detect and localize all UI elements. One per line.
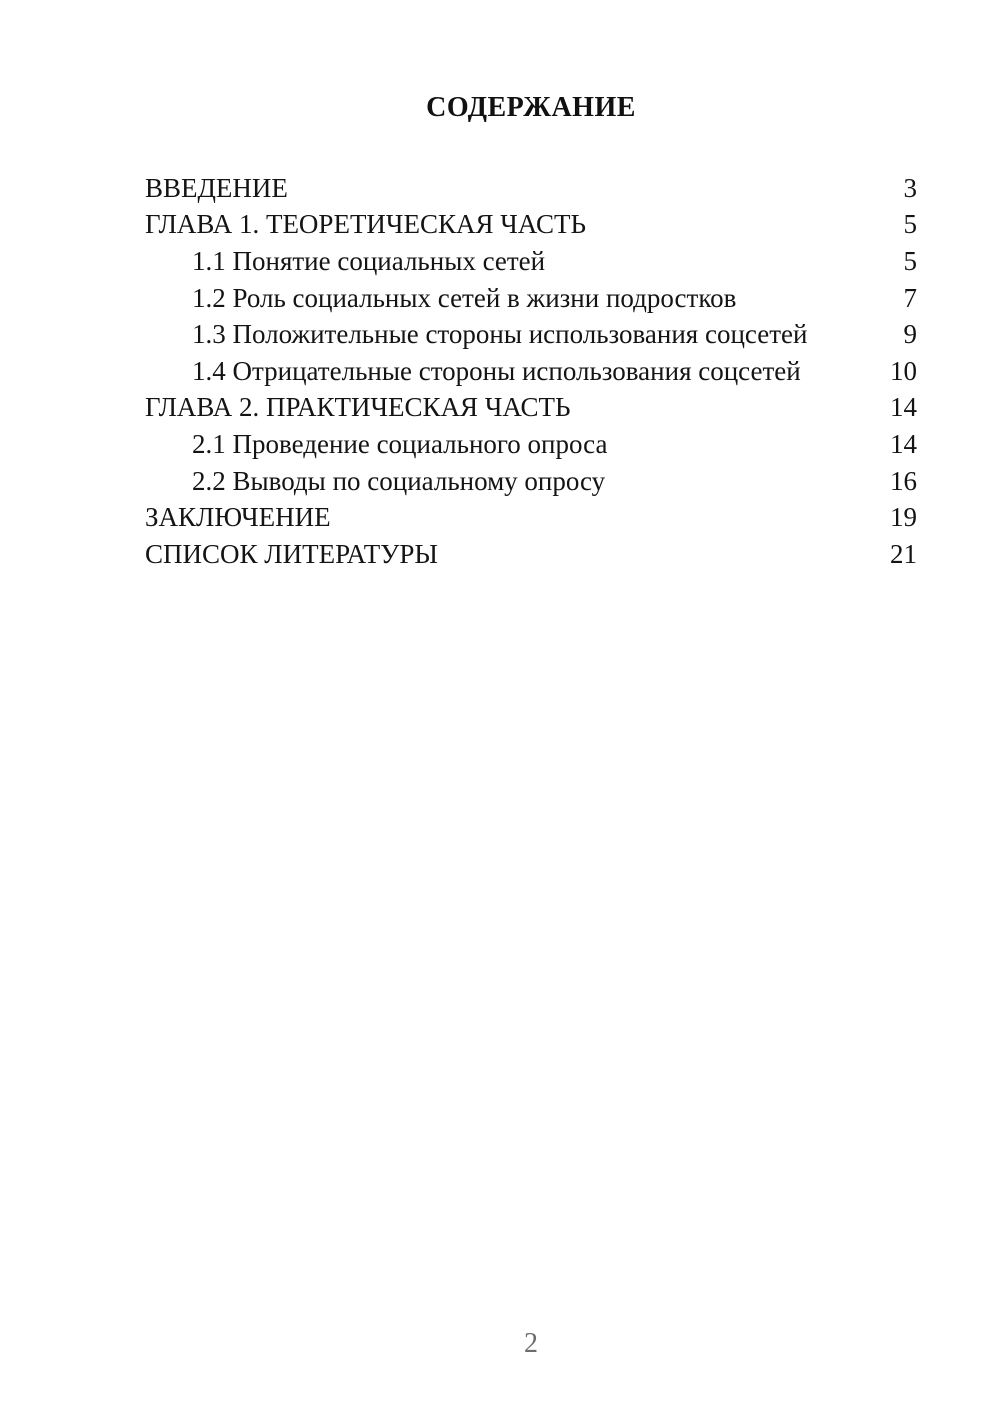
toc-entry-page-number: 7 (903, 282, 917, 313)
page-title: СОДЕРЖАНИЕ (426, 92, 636, 123)
toc-entry-page-number: 21 (890, 538, 917, 569)
toc-entry-page-number: 14 (890, 428, 917, 459)
toc-entry-label: СПИСОК ЛИТЕРАТУРЫ (145, 538, 438, 569)
toc-entry-page-number: 9 (903, 319, 917, 350)
toc-entry-label: 1.4 Отрицательные стороны использования соцсетей (192, 355, 801, 386)
toc-entry-label: 1.2 Роль социальных сетей в жизни подростков (192, 282, 737, 313)
toc-entry (145, 170, 917, 207)
toc-entry-label: ГЛАВА 1. ТЕОРЕТИЧЕСКАЯ ЧАСТЬ (145, 209, 586, 240)
toc-entry-label: 1.3 Положительные стороны использования соцсетей (192, 319, 808, 350)
toc-entry (145, 536, 917, 573)
toc-entry-label: ВВЕДЕНИЕ (145, 172, 288, 203)
toc-entry (145, 280, 917, 317)
toc-entry-page-number: 19 (890, 502, 917, 533)
toc-entry-label: 2.2 Выводы по социальному опросу (192, 465, 606, 496)
toc-entry-page-number: 16 (890, 465, 917, 496)
toc-entry (145, 353, 917, 390)
toc-entry-label: ЗАКЛЮЧЕНИЕ (145, 502, 331, 533)
toc-entry (145, 499, 917, 536)
toc-entry-label: 2.1 Проведение социального опроса (192, 428, 608, 459)
toc-entry-page-number: 10 (890, 355, 917, 386)
toc-entry-page-number: 5 (903, 245, 917, 276)
toc-entry (145, 463, 917, 500)
toc-entry (145, 207, 917, 244)
table-of-contents (145, 170, 917, 573)
footer-page-number: 2 (524, 1328, 538, 1359)
toc-entry-label: 1.1 Понятие социальных сетей (192, 245, 546, 276)
toc-entry (145, 316, 917, 353)
toc-entry-page-number: 3 (903, 172, 917, 203)
toc-entry-label: ГЛАВА 2. ПРАКТИЧЕСКАЯ ЧАСТЬ (145, 392, 571, 423)
toc-entry (145, 243, 917, 280)
toc-entry (145, 390, 917, 427)
toc-entry-page-number: 14 (890, 392, 917, 423)
toc-entry-page-number: 5 (903, 209, 917, 240)
toc-entry (145, 426, 917, 463)
